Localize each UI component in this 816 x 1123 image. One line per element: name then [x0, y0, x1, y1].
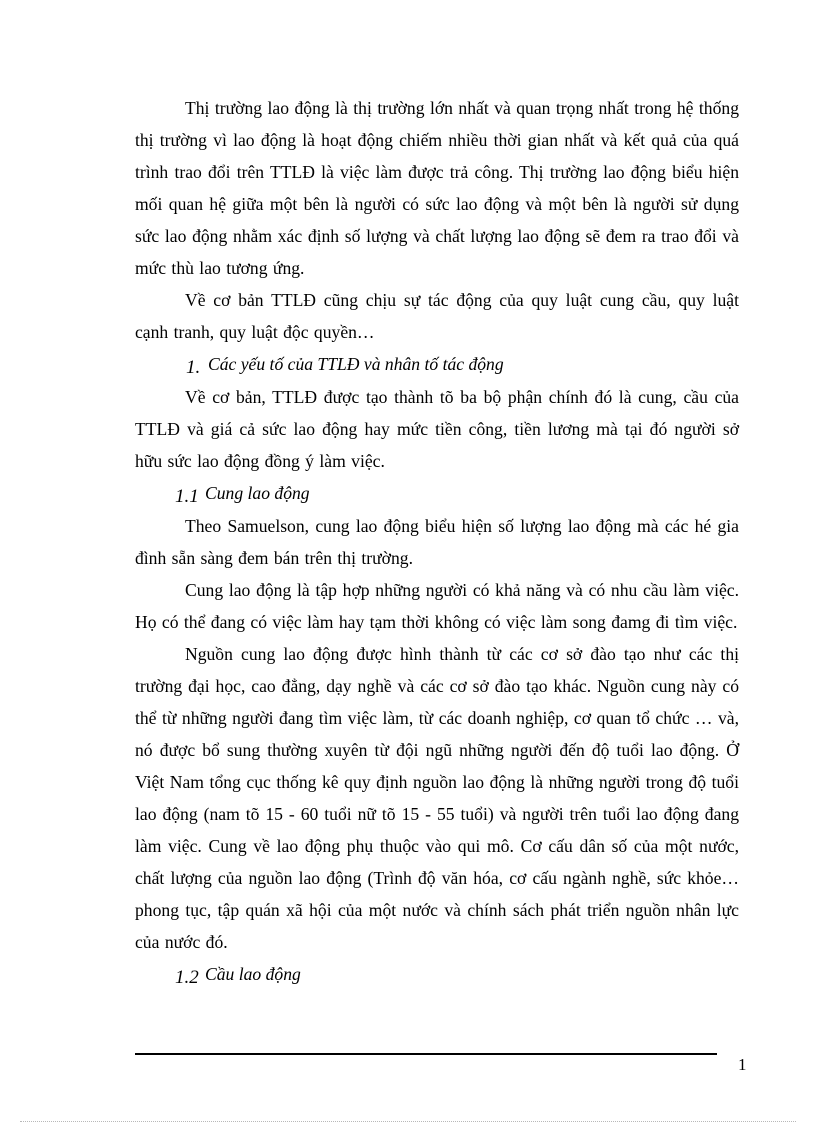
section-number: 1.2	[175, 967, 199, 988]
section-title: Cung lao động	[205, 483, 310, 503]
page-number: 1	[738, 1055, 747, 1074]
page-edge-divider	[20, 1121, 796, 1122]
body-paragraph: Về cơ bản, TTLĐ được tạo thành tõ ba bộ phận chính đó là cung, cầu của TTLĐ và giá cả sức lao động hay mức tiền công, tiền lương mà tại đó người sở hữu sức lao động đồng ý làm việc.	[135, 387, 739, 471]
body-paragraph: Theo Samuelson, cung lao động biểu hiện số lượng lao động mà các hé gia đình sẵn sàng đem bán trên thị trường.	[135, 516, 739, 568]
body-paragraph: Cung lao động là tập hợp những người có khả năng và có nhu cầu làm việc. Họ có thể đang có việc làm hay tạm thời không có việc làm song đamg đi tìm việc.	[135, 580, 739, 632]
section-number: 1.	[186, 357, 201, 378]
section-heading-1-1	[135, 477, 739, 510]
section-title: Các yếu tố của TTLĐ và nhân tố tác động	[208, 354, 504, 374]
body-paragraph: Nguồn cung lao động được hình thành từ các cơ sở đào tạo như các thị trường đại học, cao đẳng, dạy nghề và các cơ sở đào tạo khác. Nguồn cung này có thể từ những người đang tìm việc làm, từ các doanh nghiệp, cơ quan tổ chức … và, nó được bổ sung thường xuyên từ đội ngũ những người đến độ tuổi lao động. Ở Việt Nam tổng cục thống kê quy định nguồn lao động là những người trong độ tuổi lao động (nam tõ 15 - 60 tuổi nữ tõ 15 - 55 tuổi) và người trên tuổi lao động đang làm việc. Cung về lao động phụ thuộc vào qui mô. Cơ cấu dân số của một nước, chất lượng của nguồn lao động (Trình độ văn hóa, cơ cấu ngành nghề, sức khỏe… phong tục, tập quán xã hội của một nước và chính sách phát triển nguồn nhân lực của nước đó.	[135, 644, 739, 952]
section-title: Cầu lao động	[205, 964, 301, 984]
page-body	[135, 92, 739, 991]
body-paragraph: Về cơ bản TTLĐ cũng chịu sự tác động của quy luật cung cầu, quy luật cạnh tranh, quy luật độc quyền…	[135, 290, 739, 342]
section-heading-1	[135, 348, 739, 381]
section-heading-1-2	[135, 958, 739, 991]
footer-divider	[135, 1053, 717, 1055]
body-paragraph: Thị trường lao động là thị trường lớn nhất và quan trọng nhất trong hệ thống thị trường vì lao động là hoạt động chiếm nhiều thời gian nhất và kết quả của quá trình trao đổi trên TTLĐ là việc làm được trả công. Thị trường lao động biểu hiện mối quan hệ giữa một bên là người có sức lao động và một bên là người sử dụng sức lao động nhằm xác định số lượng và chất lượng lao động sẽ đem ra trao đổi và mức thù lao tương ứng.	[135, 98, 739, 278]
section-number: 1.1	[175, 486, 199, 507]
